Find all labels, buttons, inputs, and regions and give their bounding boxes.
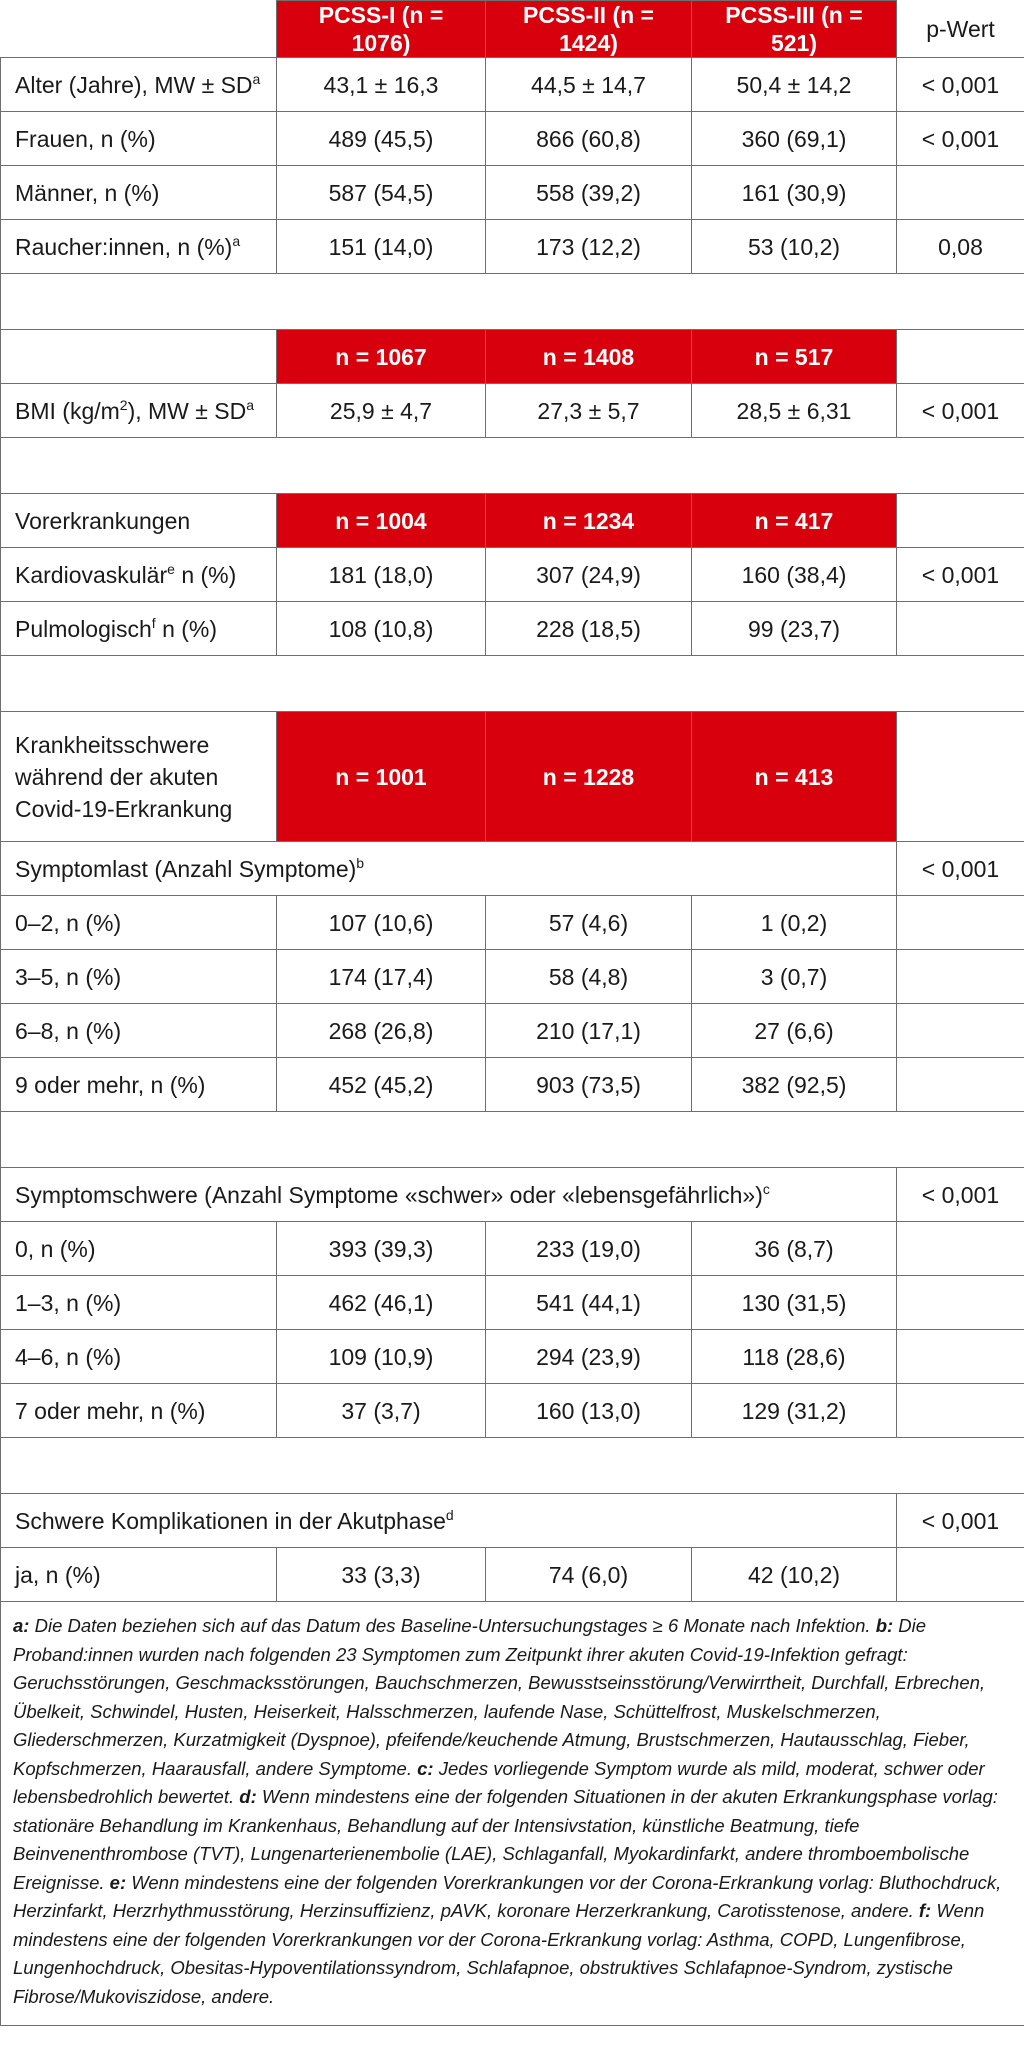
cell-pcss-3: 130 (31,5) <box>692 1276 897 1330</box>
cell-pcss-1: 174 (17,4) <box>277 950 486 1004</box>
cell-p-value <box>897 1330 1024 1384</box>
n-pcss-3: n = 413 <box>692 712 897 842</box>
row-label: 6–8, n (%) <box>1 1004 277 1058</box>
cell-pcss-3: 3 (0,7) <box>692 950 897 1004</box>
footnote-text: Die Proband:innen wurden nach folgenden 23 Symptomen zum Zeitpunkt ihrer akuten Covid-19-Infektion gefragt: Geruchsstörungen, Geschmacksstörungen, Bauchschmerzen, Bewusstseinsstörung/Verwirrtheit, Durchfall, Erbrechen, Übelkeit, Schwindel, Husten, Heiserkeit, Halsschmerzen, laufende Nase, Schüttelfrost, Muskelschmerzen, Gliederschmerzen, Kurzatmigkeit (Dyspnoe), pfeifende/keuchende Atmung, Brustschmerzen, Hautausschlag, Fieber, Kopfschmerzen, Haarausfall, andere Symptome. <box>13 1615 986 1779</box>
section-spacer <box>1 1112 1024 1168</box>
n-pcss-2: n = 1234 <box>486 494 692 548</box>
cell-pcss-3: 42 (10,2) <box>692 1548 897 1602</box>
header-pcss-3: PCSS-III (n = 521) <box>692 1 897 58</box>
row-label: Pulmologisch$^f$ n (%) <box>1 602 277 656</box>
table-row <box>1 384 1024 438</box>
row-label: BMI $(kg/m^2)$, MW ± $SD^a$ <box>1 384 277 438</box>
cell-pcss-3: 99 (23,7) <box>692 602 897 656</box>
cell-p-value <box>897 330 1024 384</box>
cell-pcss-1: 37 (3,7) <box>277 1384 486 1438</box>
table-row <box>1 1222 1024 1276</box>
cell-pcss-2: 903 (73,5) <box>486 1058 692 1112</box>
header-empty-cell <box>1 1 277 58</box>
cell-pcss-1: 109 (10,9) <box>277 1330 486 1384</box>
header-pcss-1: PCSS-I (n = 1076) <box>277 1 486 58</box>
cell-pcss-1: 151 (14,0) <box>277 220 486 274</box>
cell-pcss-2: 541 (44,1) <box>486 1276 692 1330</box>
footnote-key: a: <box>13 1615 30 1636</box>
cell-pcss-2: 233 (19,0) <box>486 1222 692 1276</box>
cell-pcss-3: 50,4 ± 14,2 <box>692 58 897 112</box>
table-row <box>1 1058 1024 1112</box>
cell-p-value: < 0,001 <box>897 1494 1024 1548</box>
row-label: 0, n (%) <box>1 1222 277 1276</box>
cell-pcss-3: 118 (28,6) <box>692 1330 897 1384</box>
table-row <box>1 1168 1024 1222</box>
spacer-cell <box>1 274 1024 330</box>
footnotes-row <box>1 1602 1024 2026</box>
n-pcss-1: n = 1001 <box>277 712 486 842</box>
footnote-text: Wenn mindestens eine der folgenden Vorerkrankungen vor der Corona-Erkrankung vorlag: Bluthochdruck, Herzinfarkt, Herzrhythmusstörung, Herzinsuffizienz, pAVK, koronare Herzerkrankung, Carotisstenose, andere. <box>13 1871 1002 1921</box>
cell-pcss-2: 44,5 ± 14,7 <box>486 58 692 112</box>
n-pcss-3: n = 517 <box>692 330 897 384</box>
table-row <box>1 548 1024 602</box>
table-row <box>1 1276 1024 1330</box>
cell-p-value <box>897 1004 1024 1058</box>
subgroup-n-row <box>1 494 1024 548</box>
cell-p-value: 0,08 <box>897 220 1024 274</box>
spacer-cell <box>1 656 1024 712</box>
cell-p-value <box>897 1058 1024 1112</box>
cell-pcss-1: 33 (3,3) <box>277 1548 486 1602</box>
table-row <box>1 58 1024 112</box>
subgroup-n-row <box>1 330 1024 384</box>
n-pcss-2: n = 1228 <box>486 712 692 842</box>
table-row <box>1 1494 1024 1548</box>
row-label: Alter (Jahre), MW ± $SD^a$ <box>1 58 277 112</box>
n-pcss-1: n = 1004 <box>277 494 486 548</box>
cell-p-value <box>897 166 1024 220</box>
cell-pcss-1: 43,1 ± 16,3 <box>277 58 486 112</box>
cell-pcss-3: 27 (6,6) <box>692 1004 897 1058</box>
section-label: Krankheitsschwere während der akuten Covid-19-Erkrankung <box>1 712 277 842</box>
cell-p-value <box>897 896 1024 950</box>
cell-pcss-1: 107 (10,6) <box>277 896 486 950</box>
cell-pcss-1: 489 (45,5) <box>277 112 486 166</box>
cell-p-value: < 0,001 <box>897 842 1024 896</box>
row-label: Kardiovaskulär$^e$ n (%) <box>1 548 277 602</box>
table-row <box>1 896 1024 950</box>
cell-pcss-3: 1 (0,2) <box>692 896 897 950</box>
cell-p-value: < 0,001 <box>897 548 1024 602</box>
footnote-key: f: <box>918 1900 932 1921</box>
cell-pcss-2: 58 (4,8) <box>486 950 692 1004</box>
cell-pcss-2: 57 (4,6) <box>486 896 692 950</box>
cell-pcss-3: 360 (69,1) <box>692 112 897 166</box>
spacer-cell <box>1 1438 1024 1494</box>
cell-pcss-2: 228 (18,5) <box>486 602 692 656</box>
table-row <box>1 1330 1024 1384</box>
row-label: Schwere Komplikationen in der Akutphase$^d$ <box>1 1494 897 1548</box>
spacer-cell <box>1 1112 1024 1168</box>
footnote-text: Jedes vorliegende Symptom wurde als mild, moderat, schwer oder lebensbedrohlich bewertet. <box>13 1757 985 1807</box>
cell-pcss-2: 210 (17,1) <box>486 1004 692 1058</box>
table-row <box>1 220 1024 274</box>
footnote-key: d: <box>239 1786 257 1807</box>
cell-p-value <box>897 1276 1024 1330</box>
cell-p-value <box>897 950 1024 1004</box>
cell-pcss-2: 74 (6,0) <box>486 1548 692 1602</box>
row-label: 7 oder mehr, n (%) <box>1 1384 277 1438</box>
n-pcss-3: n = 417 <box>692 494 897 548</box>
cell-p-value <box>897 602 1024 656</box>
subgroup-n-row <box>1 712 1024 842</box>
cell-pcss-2: 173 (12,2) <box>486 220 692 274</box>
cell-pcss-3: 129 (31,2) <box>692 1384 897 1438</box>
row-label: 3–5, n (%) <box>1 950 277 1004</box>
section-spacer <box>1 656 1024 712</box>
cell-pcss-3: 36 (8,7) <box>692 1222 897 1276</box>
footnote-key: e: <box>109 1871 127 1893</box>
cell-pcss-2: 307 (24,9) <box>486 548 692 602</box>
row-label: 1–3, n (%) <box>1 1276 277 1330</box>
row-label: 4–6, n (%) <box>1 1330 277 1384</box>
cell-p-value <box>897 712 1024 842</box>
cell-pcss-1: 181 (18,0) <box>277 548 486 602</box>
cell-p-value <box>897 1384 1024 1438</box>
section-spacer <box>1 274 1024 330</box>
footnotes <box>1 1602 1024 2026</box>
n-pcss-1: n = 1067 <box>277 330 486 384</box>
cell-p-value: < 0,001 <box>897 384 1024 438</box>
row-label: ja, n (%) <box>1 1548 277 1602</box>
cell-pcss-1: 462 (46,1) <box>277 1276 486 1330</box>
section-label: Vorerkrankungen <box>1 494 277 548</box>
footnote-key: b: <box>875 1615 894 1636</box>
row-label: Symptomschwere (Anzahl Symptome «schwer» oder «lebensgefährlich»)$^c$ <box>1 1168 897 1222</box>
cell-p-value: < 0,001 <box>897 112 1024 166</box>
spacer-cell <box>1 438 1024 494</box>
row-label: 0–2, n (%) <box>1 896 277 950</box>
table-row <box>1 1548 1024 1602</box>
table-row <box>1 842 1024 896</box>
cell-p-value <box>897 1222 1024 1276</box>
n-pcss-2: n = 1408 <box>486 330 692 384</box>
cell-p-value <box>897 1548 1024 1602</box>
table-row <box>1 602 1024 656</box>
footnote-text: Wenn mindestens eine der folgenden Vorerkrankungen vor der Corona-Erkrankung vorlag: Asthma, COPD, Lungenfibrose, Lungenhochdruck, Obesitas-Hypoventilationssyndrom, Schlafapnoe, obstruktives Schlafapnoe-Syndrom, zystische Fibrose/Mukoviszidose, andere. <box>13 1900 985 2007</box>
cell-pcss-2: 866 (60,8) <box>486 112 692 166</box>
table-row <box>1 1384 1024 1438</box>
footnote-key: c: <box>417 1757 434 1779</box>
row-label: Männer, n (%) <box>1 166 277 220</box>
table-row <box>1 1004 1024 1058</box>
header-pcss-2: PCSS-II (n = 1424) <box>486 1 692 58</box>
cell-pcss-2: 27,3 ± 5,7 <box>486 384 692 438</box>
header-p-value: p-Wert <box>897 1 1024 58</box>
row-label: Raucher:innen, n (%)$^a$ <box>1 220 277 274</box>
row-label: Frauen, n (%) <box>1 112 277 166</box>
table-row <box>1 112 1024 166</box>
row-label: 9 oder mehr, n (%) <box>1 1058 277 1112</box>
table-row <box>1 166 1024 220</box>
cell-p-value <box>897 494 1024 548</box>
cell-pcss-1: 25,9 ± 4,7 <box>277 384 486 438</box>
cell-pcss-2: 160 (13,0) <box>486 1384 692 1438</box>
row-label: Symptomlast (Anzahl Symptome)$^b$ <box>1 842 897 896</box>
cell-pcss-3: 53 (10,2) <box>692 220 897 274</box>
cell-pcss-2: 558 (39,2) <box>486 166 692 220</box>
cell-pcss-3: 160 (38,4) <box>692 548 897 602</box>
cell-pcss-3: 382 (92,5) <box>692 1058 897 1112</box>
cell-p-value: < 0,001 <box>897 1168 1024 1222</box>
row-label <box>1 330 277 384</box>
header-row <box>1 1 1024 58</box>
footnote-text: Wenn mindestens eine der folgenden Situationen in der akuten Erkrankungsphase vorlag: stationäre Behandlung im Krankenhaus, Behandlung auf der Intensivstation, künstliche Beatmung, tiefe Beinvenenthrombose (TVT), Lungenarterienembolie (LAE), Schlaganfall, Myokardinfarkt, andere thromboembolische Ereignisse. <box>13 1786 998 1893</box>
cell-pcss-1: 108 (10,8) <box>277 602 486 656</box>
cell-pcss-3: 161 (30,9) <box>692 166 897 220</box>
table-row <box>1 950 1024 1004</box>
footnote-text: Die Daten beziehen sich auf das Datum des Baseline-Untersuchungstages ≥ 6 Monate nach Infektion. <box>29 1615 876 1636</box>
section-spacer <box>1 1438 1024 1494</box>
cell-pcss-1: 393 (39,3) <box>277 1222 486 1276</box>
cell-pcss-1: 587 (54,5) <box>277 166 486 220</box>
section-spacer <box>1 438 1024 494</box>
cell-pcss-1: 452 (45,2) <box>277 1058 486 1112</box>
cell-pcss-2: 294 (23,9) <box>486 1330 692 1384</box>
cell-p-value: < 0,001 <box>897 58 1024 112</box>
cell-pcss-1: 268 (26,8) <box>277 1004 486 1058</box>
cell-pcss-3: 28,5 ± 6,31 <box>692 384 897 438</box>
